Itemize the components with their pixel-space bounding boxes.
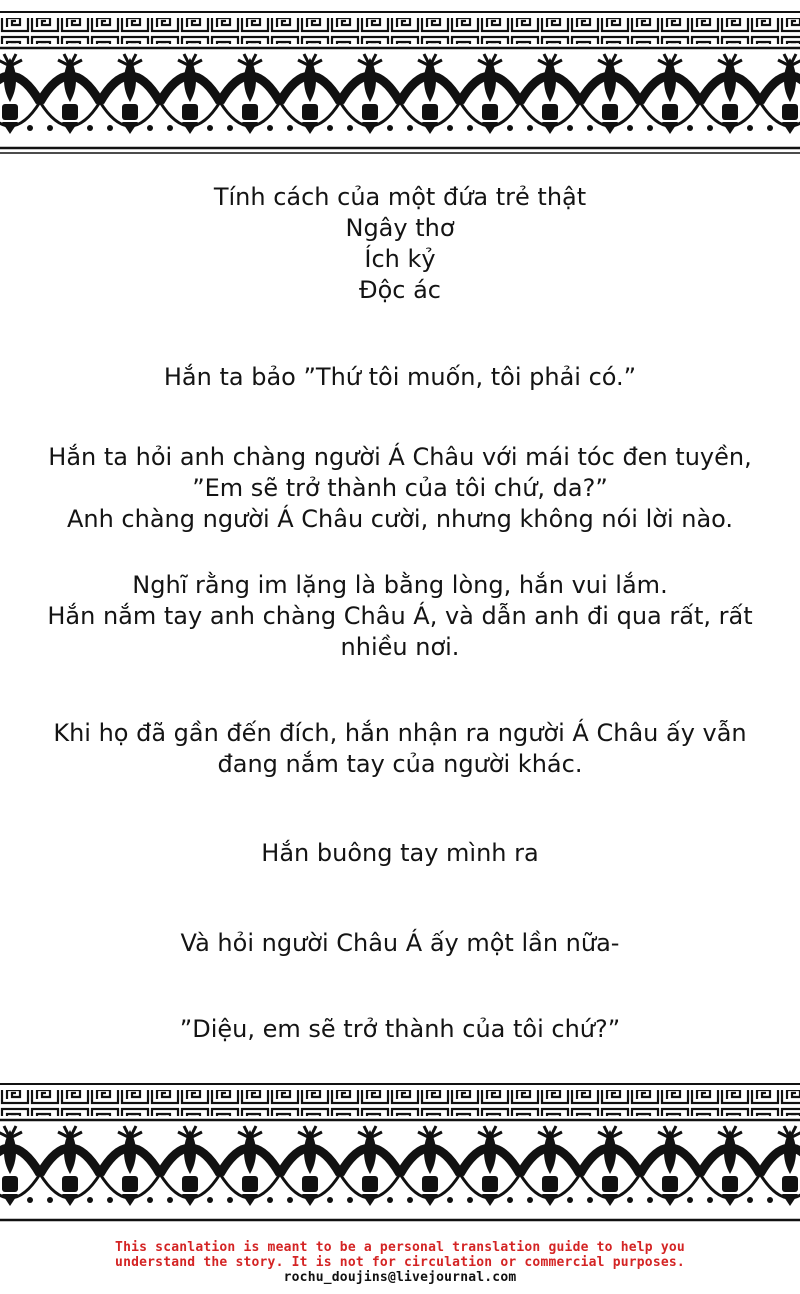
poem-line: Độc ác: [358, 276, 441, 304]
stanza-1: [0, 182, 800, 306]
stanza-3: [0, 442, 800, 535]
stanza-7: [0, 928, 800, 959]
bottom-ornamental-border: [0, 1082, 800, 1227]
stanza-5: [0, 718, 800, 780]
disclaimer-line-2: understand the story. It is not for circulation or commercial purposes.: [115, 1255, 685, 1270]
poem-line: Hắn nắm tay anh chàng Châu Á, và dẫn anh đi qua rất, rất: [47, 602, 753, 630]
contact-email: rochu_doujins@livejournal.com: [283, 1270, 517, 1285]
poem-line: Anh chàng người Á Châu cười, nhưng không nói lời nào.: [66, 505, 734, 533]
top-ornamental-border: [0, 10, 800, 155]
poem-line: nhiều nơi.: [340, 633, 460, 661]
poem-line: Hắn buông tay mình ra: [261, 839, 539, 867]
scanlation-disclaimer: [0, 1240, 800, 1285]
poem-line: Và hỏi người Châu Á ấy một lần nữa-: [180, 929, 620, 957]
stanza-6: [0, 838, 800, 869]
stanza-2: [0, 362, 800, 393]
poem-line: ”Em sẽ trở thành của tôi chứ, da?”: [192, 474, 608, 502]
poem-line: Hắn ta hỏi anh chàng người Á Châu với mái tóc đen tuyền,: [48, 443, 752, 471]
greek-key-border-icon: [0, 10, 800, 155]
disclaimer-line-1: This scanlation is meant to be a personal translation guide to help you: [115, 1240, 685, 1255]
poem-line: Khi họ đã gần đến đích, hắn nhận ra người Á Châu ấy vẫn: [53, 719, 747, 747]
poem-line: Nghĩ rằng im lặng là bằng lòng, hắn vui lắm.: [132, 571, 668, 599]
poem-line: ”Diệu, em sẽ trở thành của tôi chứ?”: [179, 1015, 621, 1043]
greek-key-border-icon: [0, 1082, 800, 1227]
poem-line: đang nắm tay của người khác.: [217, 750, 583, 778]
poem-line: Hắn ta bảo ”Thứ tôi muốn, tôi phải có.”: [163, 363, 637, 391]
poem-line: Ngây thơ: [345, 214, 455, 242]
poem-line: Tính cách của một đứa trẻ thật: [213, 183, 587, 211]
stanza-8: [0, 1014, 800, 1045]
poem-line: Ích kỷ: [364, 245, 436, 273]
stanza-4: [0, 570, 800, 663]
